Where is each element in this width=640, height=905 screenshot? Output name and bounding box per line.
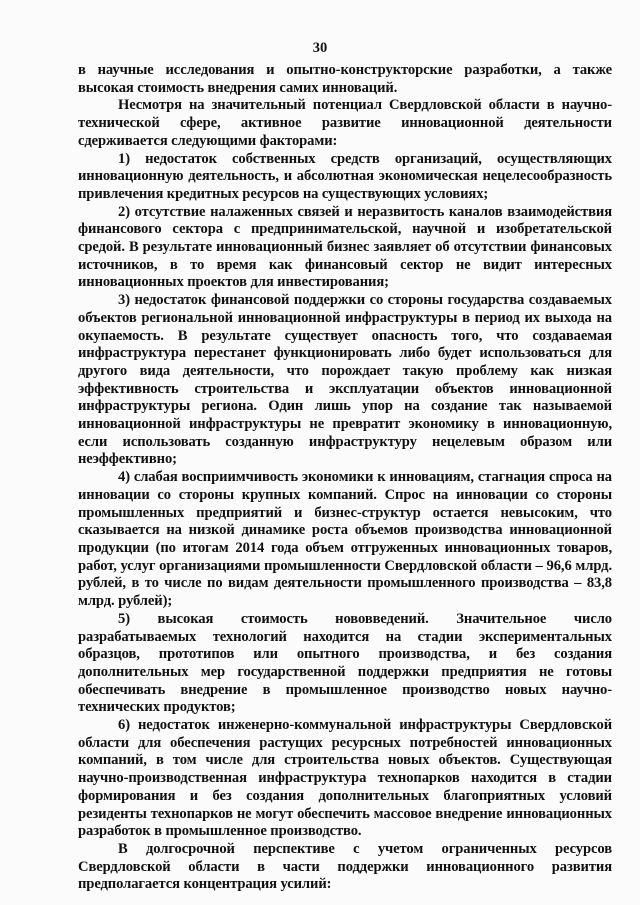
page-number: 30 [312,40,328,56]
paragraph-factor-1: 1) недостаток собственных средств организаций, осуществляющих инновационную деятельность, и абсолютная экономическая нецелесообразность привлечения кредитных ресурсов на существующих условиях; [78,150,612,202]
paragraph-intro-factors: Несмотря на значительный потенциал Свердловской области в научно-технической сфере, активное развитие инновационной деятельности сдерживается следующими факторами: [78,97,612,149]
paragraph-continuation: в научные исследования и опытно-конструкторские разработки, а также высокая стоимость внедрения самих инноваций. [78,62,612,96]
paragraph-factor-2: 2) отсутствие налаженных связей и неразвитость каналов взаимодействия финансового сектора с предпринимательской, научной и изобретательской средой. В результате инновационный бизнес заявляет об отсутствии финансовых источников, в то время как финансовый сектор не видит интересных инновационных проектов для инвестирования; [78,203,612,291]
document-body [78,62,612,894]
paragraph-factor-3: 3) недостаток финансовой поддержки со стороны государства создаваемых объектов региональной инновационной инфраструктуры в период их выхода на окупаемость. В результате существует опасность того, что создаваемая инфраструктура перестанет функционировать либо будет использоваться для другого вида деятельности, что порождает такую проблему как низкая эффективность строительства и эксплуатации объектов инновационной инфраструктуры региона. Один лишь упор на создание так называемой инновационной инфраструктуры не превратит экономику в инновационную, если использовать созданную инфраструктуру нецелевым образом или неэффективно; [78,292,612,468]
paragraph-factor-5: 5) высокая стоимость нововведений. Значительное число разрабатываемых технологий находится на стадии экспериментальных образцов, прототипов или опытного производства, и без создания дополнительных мер государственной поддержки предприятия не готовы обеспечивать внедрение в промышленное производство новых научно-технических продуктов; [78,610,612,716]
paragraph-long-term-perspective: В долгосрочной перспективе с учетом ограниченных ресурсов Свердловской области в части поддержки инновационного развития предполагается концентрация усилий: [78,840,612,893]
paragraph-factor-6: 6) недостаток инженерно-коммунальной инфраструктуры Свердловской области для обеспечения растущих ресурсных потребностей инновационных компаний, в том числе для строительства новых объектов. Существующая научно-производственная инфраструктура технопарков находится в стадии формирования и без создания дополнительных благоприятных условий резиденты технопарков не могут обеспечить массовое внедрение инновационных разработок в промышленное производство. [78,717,612,840]
paragraph-factor-4: 4) слабая восприимчивость экономики к инновациям, стагнация спроса на инновации со стороны крупных компаний. Спрос на инновации со стороны промышленных предприятий и бизнес-структур остается невысоким, что сказывается на низкой динамике роста объемов производства инновационной продукции (по итогам 2014 года объем отгруженных инновационных товаров, работ, услуг организациями промышленности Свердловской области – 96,6 млрд. рублей, в то числе по видам деятельности промышленного производства – 83,8 млрд. рублей); [78,469,612,610]
